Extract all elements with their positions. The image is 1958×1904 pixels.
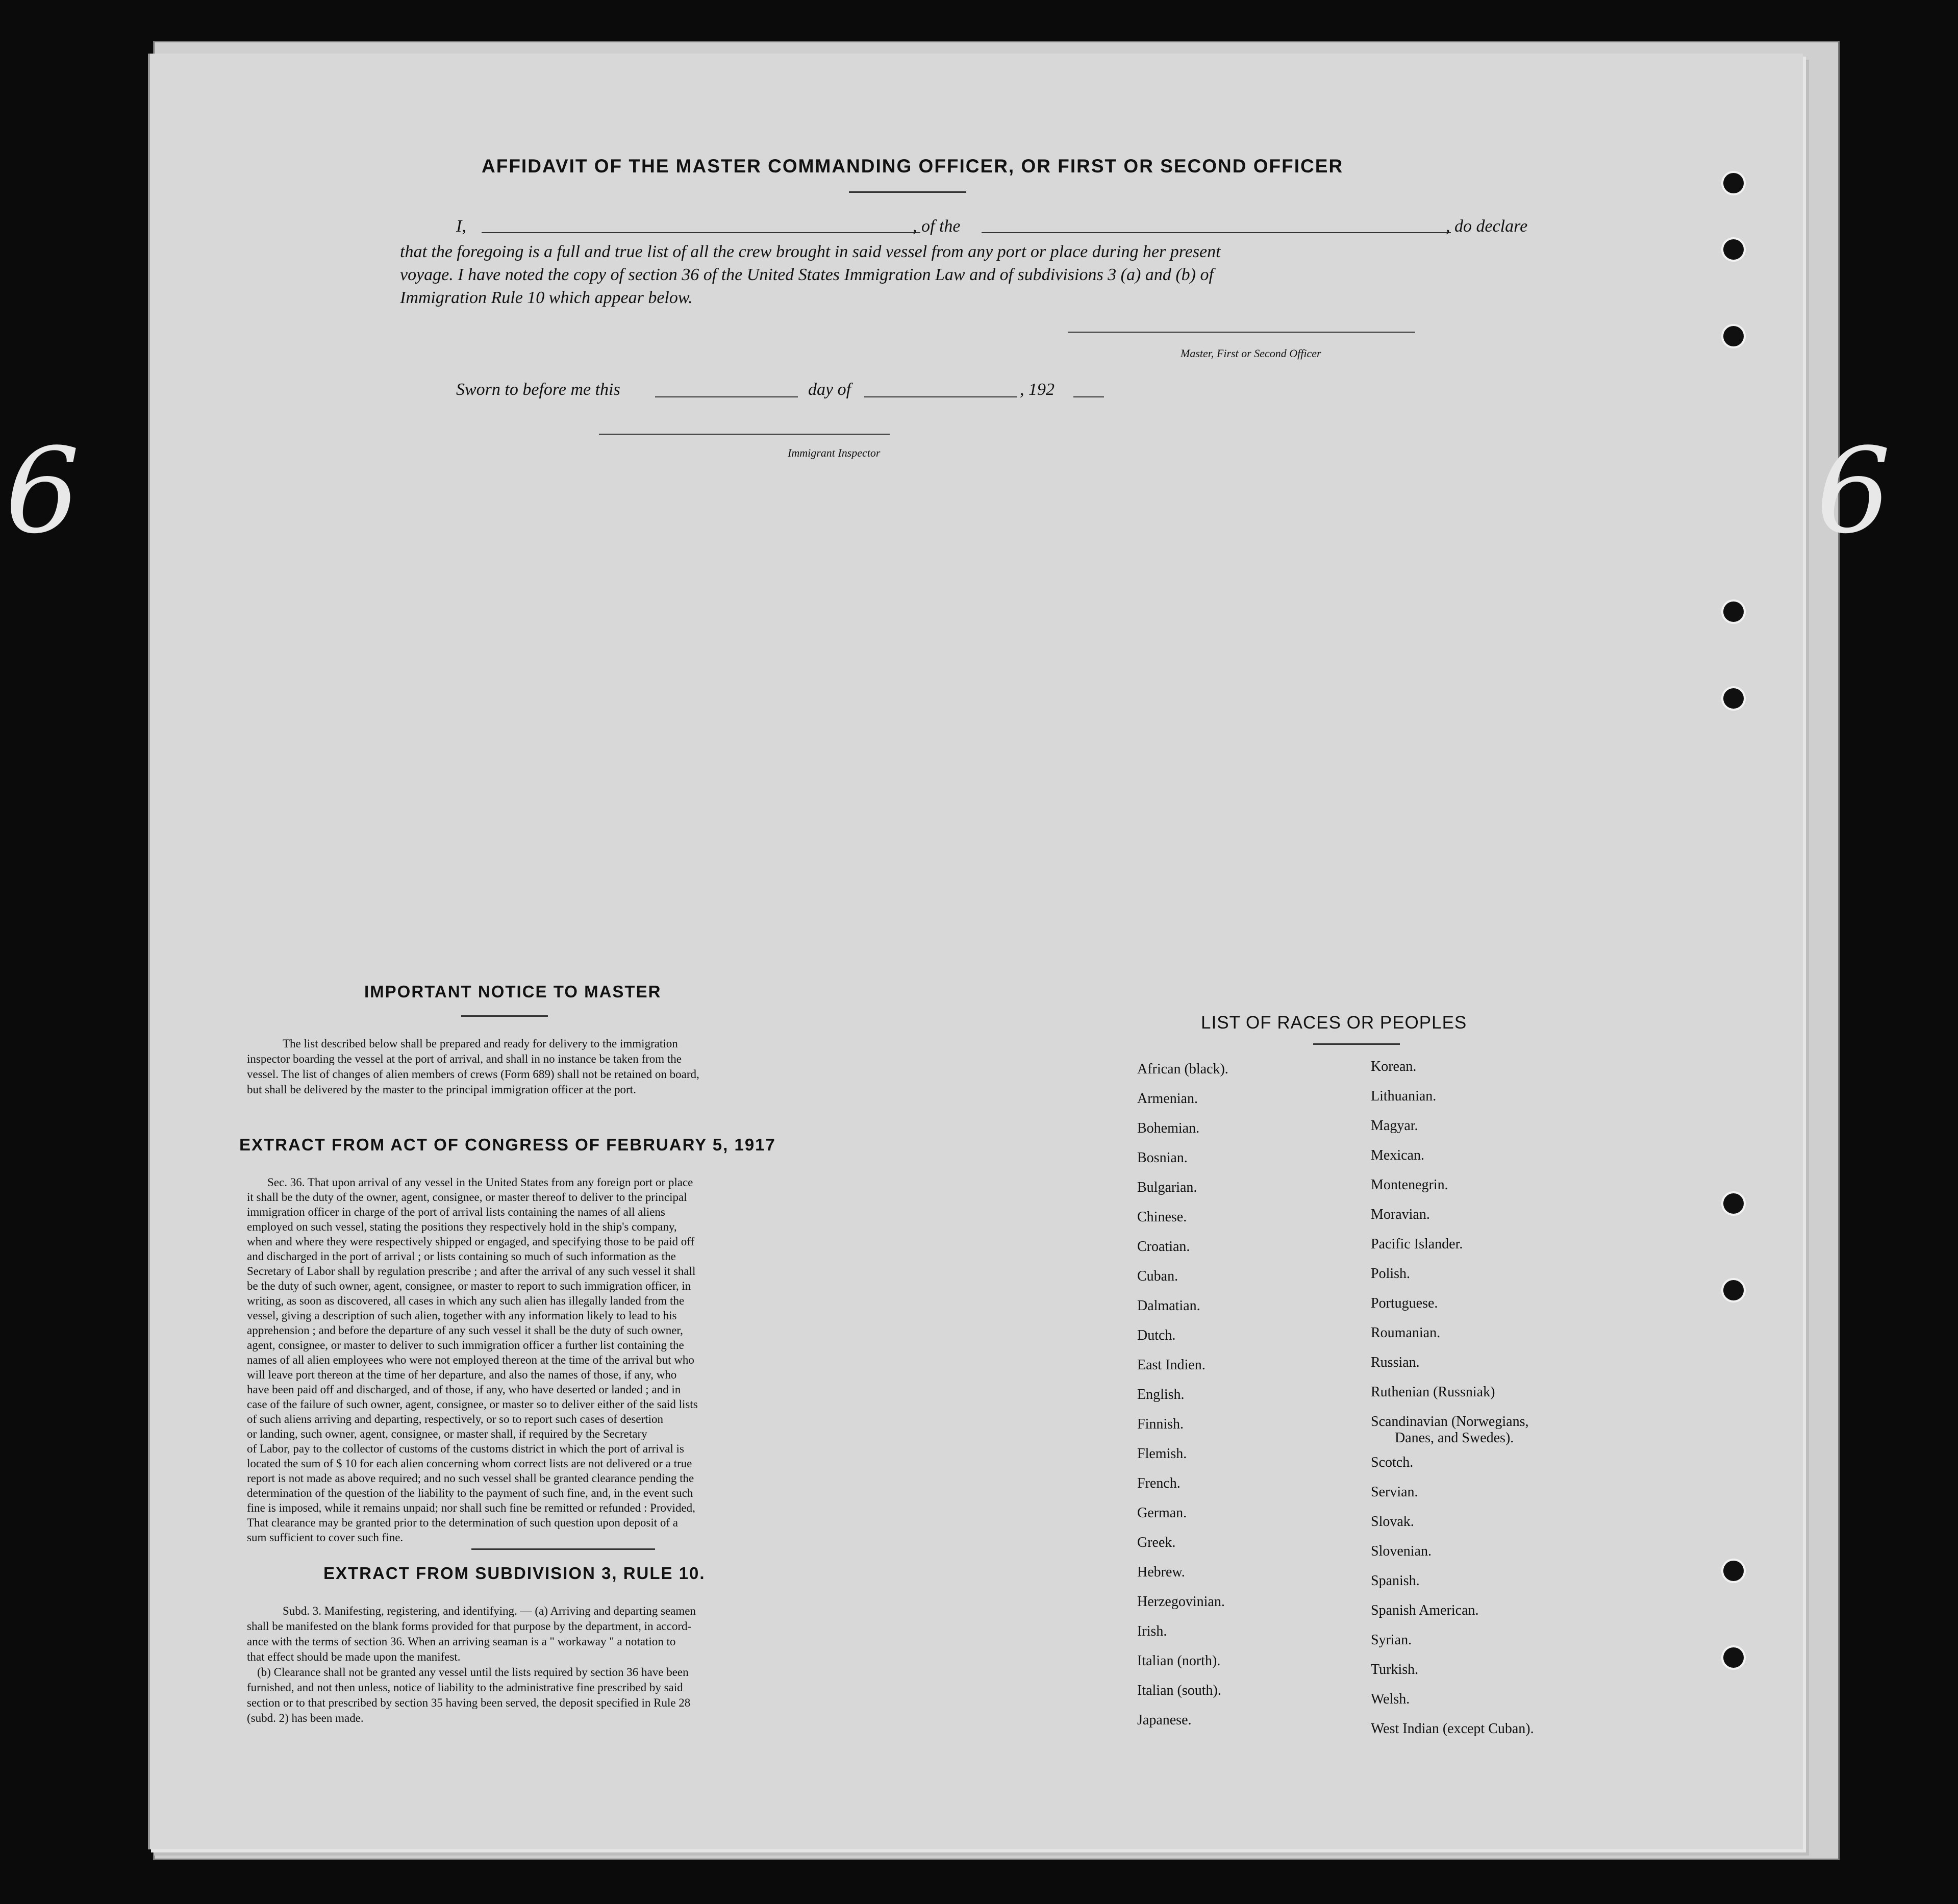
punch-hole-icon [1721, 599, 1746, 624]
act-line: or landing, such owner, agent, consignee, or master shall, if required by the Secretary [247, 1427, 647, 1440]
race-item: Korean. [1371, 1059, 1417, 1074]
punch-hole-icon [1721, 686, 1746, 711]
punch-hole-icon [1721, 1559, 1746, 1583]
act-line: be the duty of such owner, agent, consignee, or master to report to such immigration officer, in [247, 1280, 691, 1292]
race-item: Pacific Islander. [1371, 1236, 1463, 1252]
extract-act-title: EXTRACT FROM ACT OF CONGRESS OF FEBRUARY 5, 1917 [239, 1135, 776, 1154]
race-item: Turkish. [1371, 1662, 1419, 1677]
notice-line: vessel. The list of changes of alien members of crews (Form 689) shall not be retained on board, [247, 1068, 699, 1081]
race-item: Herzegovinian. [1137, 1594, 1225, 1610]
name-blank[interactable] [482, 232, 920, 233]
affidavit-line-4: Immigration Rule 10 which appear below. [400, 288, 693, 307]
act-line: agent, consignee, or master to deliver to such immigration officer a further list containing the [247, 1339, 684, 1351]
affidavit-title: AFFIDAVIT OF THE MASTER COMMANDING OFFICER, OR FIRST OR SECOND OFFICER [482, 156, 1344, 177]
notice-rule [461, 1015, 548, 1017]
race-item: Italian (south). [1137, 1683, 1221, 1698]
act-line: report is not made as above required; and no such vessel shall be granted clearance pending the [247, 1472, 694, 1485]
race-item: French. [1137, 1475, 1181, 1491]
act-line: located the sum of $ 10 for each alien concerning whom correct lists are not delivered or a true [247, 1457, 692, 1470]
act-line: it shall be the duty of the owner, agent, consignee, or master thereof to deliver to the principal [247, 1191, 687, 1204]
act-line: case of the failure of such owner, agent, consignee, or master so to deliver either of the said lists [247, 1398, 698, 1411]
race-item: Irish. [1137, 1623, 1167, 1639]
act-line: when and where they were respectively shipped or engaged, and specifying those to be paid off [247, 1235, 695, 1248]
rule-line: furnished, and not then unless, notice of liability to the administrative fine prescribed by said [247, 1681, 683, 1694]
act-line: That clearance may be granted prior to the determination of such question upon deposit of a [247, 1516, 678, 1529]
punch-hole-icon [1721, 1191, 1746, 1216]
race-item: Magyar. [1371, 1118, 1418, 1134]
sworn-text: Sworn to before me this [456, 380, 620, 399]
race-item: English. [1137, 1387, 1185, 1402]
act-line: sum sufficient to cover such fine. [247, 1531, 404, 1544]
race-item: Spanish. [1371, 1573, 1420, 1589]
race-item: West Indian (except Cuban). [1371, 1721, 1534, 1737]
document-page [148, 54, 1803, 1849]
title-rule [849, 191, 966, 193]
rule-line: section or to that prescribed by section 35 having been served, the deposit specified in Rule 28 [247, 1696, 691, 1709]
notice-line: inspector boarding the vessel at the port of arrival, and shall in no instance be taken from the [247, 1053, 682, 1065]
race-item: Montenegrin. [1371, 1177, 1448, 1193]
race-item: German. [1137, 1505, 1187, 1521]
race-item: Slovenian. [1371, 1543, 1432, 1559]
race-item: Flemish. [1137, 1446, 1187, 1462]
punch-hole-icon [1721, 1278, 1746, 1302]
race-item: Danes, and Swedes). [1395, 1430, 1514, 1446]
race-item: Greek. [1137, 1535, 1176, 1550]
punch-hole-icon [1721, 1645, 1746, 1670]
race-item: Roumanian. [1371, 1325, 1441, 1341]
sworn-month-blank[interactable] [864, 396, 1017, 397]
affidavit-line-3: voyage. I have noted the copy of section 36 of the United States Immigration Law and of subdivisions 3 (a) and (b) of [400, 265, 1214, 284]
affidavit-line-2: that the foregoing is a full and true list of all the crew brought in said vessel from any port or place during her present [400, 242, 1221, 261]
race-item: Chinese. [1137, 1209, 1187, 1225]
affidavit-i: I, [456, 217, 466, 236]
inspector-signature-line[interactable] [599, 434, 890, 435]
year-blank[interactable] [1073, 396, 1104, 397]
margin-mark-right: 6 [1816, 423, 1891, 560]
act-line: will leave port thereon at the time of her departure, and also the names of those, if any, who [247, 1368, 677, 1381]
sworn-day-blank[interactable] [655, 396, 798, 397]
race-item: Scandinavian (Norwegians, [1371, 1414, 1529, 1430]
race-item: Bulgarian. [1137, 1180, 1197, 1195]
race-item: Armenian. [1137, 1091, 1198, 1107]
act-line: of Labor, pay to the collector of customs of the customs district in which the port of arrival is [247, 1442, 684, 1455]
act-line: have been paid off and discharged, and of those, if any, who have deserted or landed ; and in [247, 1383, 681, 1396]
race-item: Polish. [1371, 1266, 1411, 1282]
day-of-text: day of [808, 380, 851, 399]
notice-line: but shall be delivered by the master to the principal immigration officer at the port. [247, 1083, 636, 1096]
act-line: names of all alien employees who were not employed thereon at the time of the arrival but who [247, 1354, 694, 1366]
race-item: East Indien. [1137, 1357, 1206, 1373]
act-line: fine is imposed, while it remains unpaid; nor shall such fine be remitted or refunded : Provided, [247, 1501, 695, 1514]
race-item: Servian. [1371, 1484, 1418, 1500]
races-rule [1313, 1043, 1400, 1045]
rule-line: (b) Clearance shall not be granted any vessel until the lists required by section 36 have been [257, 1666, 689, 1678]
race-item: Finnish. [1137, 1416, 1184, 1432]
master-signature-line[interactable] [1068, 332, 1415, 333]
rule-line: Subd. 3. Manifesting, registering, and identifying. — (a) Arriving and departing seamen [283, 1605, 696, 1617]
act-line: immigration officer in charge of the port of arrival lists containing the names of all aliens [247, 1206, 665, 1218]
vessel-blank[interactable] [982, 232, 1451, 233]
rule-line: (subd. 2) has been made. [247, 1712, 364, 1724]
race-item: Russian. [1371, 1355, 1420, 1370]
punch-hole-icon [1721, 237, 1746, 262]
race-item: African (black). [1137, 1061, 1228, 1077]
race-item: Bohemian. [1137, 1120, 1200, 1136]
act-line: determination of the question of the liability to the payment of such fine, and, in the event such [247, 1487, 693, 1499]
races-title: LIST OF RACES OR PEOPLES [1201, 1013, 1467, 1033]
race-item: Spanish American. [1371, 1602, 1479, 1618]
race-item: Scotch. [1371, 1455, 1414, 1470]
act-line: employed on such vessel, stating the positions they respectively hold in the ship's company, [247, 1220, 677, 1233]
inspector-label: Immigrant Inspector [788, 446, 881, 459]
margin-mark-left: 6 [5, 423, 80, 560]
rule-line: that effect should be made upon the manifest. [247, 1650, 461, 1663]
act-line: writing, as soon as discovered, all cases in which any such alien has illegally landed from the [247, 1294, 685, 1307]
race-item: Moravian. [1371, 1207, 1430, 1222]
act-rule [471, 1548, 655, 1550]
master-label: Master, First or Second Officer [1181, 347, 1321, 360]
act-line: vessel, giving a description of such alien, together with any information likely to lead to his [247, 1309, 677, 1322]
affidavit-of-the: , of the [913, 217, 961, 236]
race-item: Lithuanian. [1371, 1088, 1437, 1104]
rule-line: ance with the terms of section 36. When an arriving seaman is a " workaway " a notation to [247, 1635, 676, 1648]
act-line: apprehension ; and before the departure of any such vessel it shall be the duty of such owner, [247, 1324, 683, 1337]
affidavit-declare: , do declare [1446, 217, 1528, 236]
punch-hole-icon [1721, 324, 1746, 348]
race-item: Slovak. [1371, 1514, 1414, 1530]
act-line: Secretary of Labor shall by regulation prescribe ; and after the arrival of any such vessel it shall [247, 1265, 696, 1277]
race-item: Dalmatian. [1137, 1298, 1200, 1314]
race-item: Mexican. [1371, 1147, 1424, 1163]
race-item: Japanese. [1137, 1712, 1192, 1728]
race-item: Ruthenian (Russniak) [1371, 1384, 1495, 1400]
extract-rule-title: EXTRACT FROM SUBDIVISION 3, RULE 10. [323, 1564, 706, 1583]
race-item: Hebrew. [1137, 1564, 1185, 1580]
act-line: of such aliens arriving and departing, respectively, or so to report such cases of desertion [247, 1413, 664, 1425]
year-text: , 192 [1020, 380, 1055, 399]
notice-line: The list described below shall be prepared and ready for delivery to the immigration [283, 1037, 678, 1050]
race-item: Dutch. [1137, 1327, 1176, 1343]
race-item: Syrian. [1371, 1632, 1412, 1648]
race-item: Portuguese. [1371, 1295, 1438, 1311]
rule-line: shall be manifested on the blank forms provided for that purpose by the department, in accord- [247, 1620, 692, 1633]
race-item: Cuban. [1137, 1268, 1178, 1284]
act-line: and discharged in the port of arrival ; or lists containing so much of such information as the [247, 1250, 676, 1263]
race-item: Croatian. [1137, 1239, 1190, 1255]
race-item: Bosnian. [1137, 1150, 1188, 1166]
race-item: Welsh. [1371, 1691, 1410, 1707]
act-line: Sec. 36. That upon arrival of any vessel in the United States from any foreign port or place [267, 1176, 693, 1189]
race-item: Italian (north). [1137, 1653, 1221, 1669]
punch-hole-icon [1721, 171, 1746, 195]
notice-title: IMPORTANT NOTICE TO MASTER [364, 982, 662, 1001]
